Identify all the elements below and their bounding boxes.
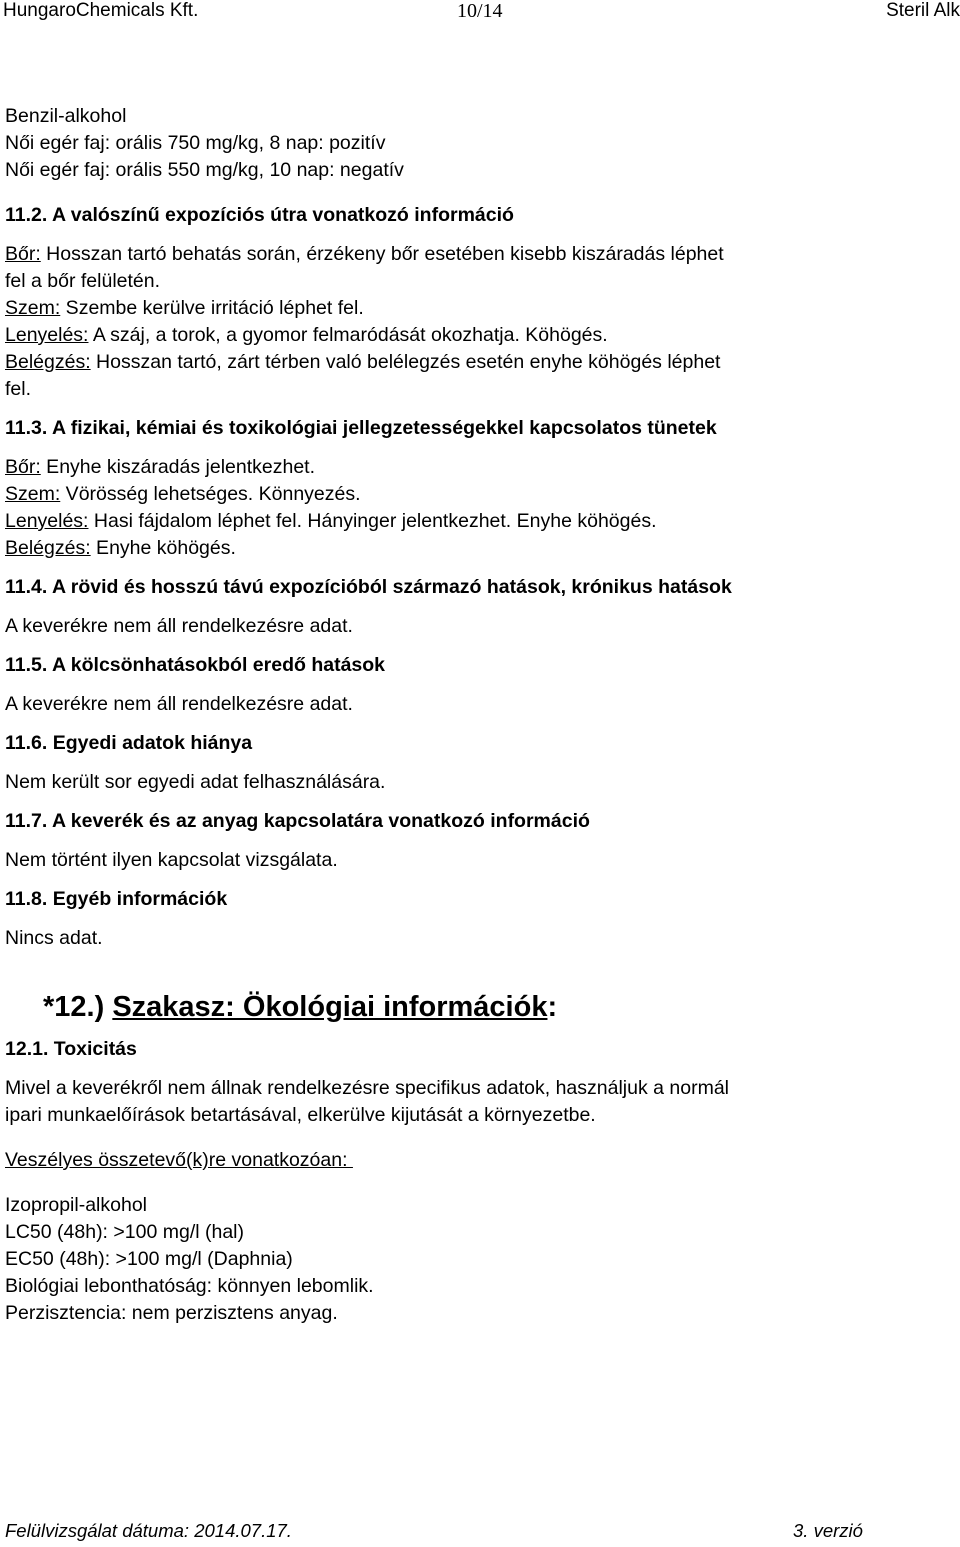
page-header bbox=[0, 0, 960, 24]
product-name: Steril Alk bbox=[886, 0, 960, 21]
route-text: Hasi fájdalom léphet fel. Hányinger jelentkezhet. Enyhe köhögés. bbox=[88, 510, 657, 532]
section-text: A keverékre nem áll rendelkezésre adat. bbox=[5, 615, 353, 637]
route-text: Vörösség lehetséges. Könnyezés. bbox=[60, 483, 361, 505]
route-text: Enyhe köhögés. bbox=[90, 537, 236, 559]
section-11-5 bbox=[5, 652, 958, 718]
route-text: Hosszan tartó, zárt térben való belélegzés esetén enyhe köhögés léphet bbox=[90, 351, 721, 373]
route-label-ingestion: Lenyelés: bbox=[5, 324, 89, 346]
tox-value: Biológiai lebonthatóság: könnyen lebomlik. bbox=[5, 1275, 374, 1297]
paragraph-line: Mivel a keverékről nem állnak rendelkezésre specifikus adatok, használjuk a normál bbox=[5, 1077, 730, 1099]
substance-name: Izopropil-alkohol bbox=[5, 1194, 147, 1216]
route-label-inhalation: Belégzés: bbox=[5, 351, 91, 373]
section-12 bbox=[5, 990, 958, 1327]
route-label-eye: Szem: bbox=[5, 297, 61, 319]
route-text: A száj, a torok, a gyomor felmaródását okozhatja. Köhögés. bbox=[88, 324, 608, 346]
section-11-8 bbox=[5, 886, 958, 952]
section-text: Nincs adat. bbox=[5, 927, 103, 949]
route-text: Enyhe kiszáradás jelentkezhet. bbox=[40, 456, 316, 478]
page-footer bbox=[0, 1520, 960, 1544]
review-date: Felülvizsgálat dátuma: 2014.07.17. bbox=[5, 1520, 292, 1541]
section-text: A keverékre nem áll rendelkezésre adat. bbox=[5, 693, 353, 715]
section-11-4 bbox=[5, 574, 958, 640]
section-heading: 11.7. A keverék és az anyag kapcsolatára vonatkozó információ bbox=[5, 810, 590, 832]
section-11-3 bbox=[5, 415, 958, 562]
substance-name: Benzil-alkohol bbox=[5, 105, 127, 127]
subsection-heading: 12.1. Toxicitás bbox=[5, 1038, 137, 1060]
route-label-skin: Bőr: bbox=[5, 456, 41, 478]
route-text: fel a bőr felületén. bbox=[5, 270, 161, 292]
tox-value: EC50 (48h): >100 mg/l (Daphnia) bbox=[5, 1248, 293, 1270]
section-11-2 bbox=[5, 202, 958, 403]
tox-value: Perzisztencia: nem perzisztens anyag. bbox=[5, 1302, 338, 1324]
section-text: Nem történt ilyen kapcsolat vizsgálata. bbox=[5, 849, 338, 871]
page-number: 10/14 bbox=[457, 0, 503, 22]
section-heading: 11.2. A valószínű expozíciós útra vonatkozó információ bbox=[5, 204, 514, 226]
title-colon: : bbox=[547, 991, 558, 1023]
section-heading: 11.5. A kölcsönhatásokból eredő hatások bbox=[5, 654, 386, 676]
section-heading: 11.4. A rövid és hosszú távú expozícióból származó hatások, krónikus hatások bbox=[5, 576, 732, 598]
tox-line: Női egér faj: orális 750 mg/kg, 8 nap: pozitív bbox=[5, 132, 386, 154]
route-text: Szembe kerülve irritáció léphet fel. bbox=[60, 297, 364, 319]
hazard-heading: Veszélyes összetevő(k)re vonatkozóan: bbox=[5, 1149, 353, 1171]
company-name: HungaroChemicals Kft. bbox=[3, 0, 199, 21]
paragraph-line: ipari munkaelőírások betartásával, elkerülve kijutását a környezetbe. bbox=[5, 1104, 596, 1126]
route-text: Hosszan tartó behatás során, érzékeny bőr esetében kisebb kiszáradás léphet bbox=[40, 243, 724, 265]
section-heading: 11.8. Egyéb információk bbox=[5, 888, 228, 910]
tox-value: LC50 (48h): >100 mg/l (hal) bbox=[5, 1221, 244, 1243]
section-text: Nem került sor egyedi adat felhasználására. bbox=[5, 771, 386, 793]
route-label-ingestion: Lenyelés: bbox=[5, 510, 89, 532]
section-12-title bbox=[43, 990, 958, 1024]
section-number: *12.) bbox=[43, 991, 113, 1023]
document-body bbox=[5, 103, 958, 1327]
section-title-text: Szakasz: Ökológiai információk bbox=[112, 991, 548, 1023]
route-text: fel. bbox=[5, 378, 32, 400]
route-label-skin: Bőr: bbox=[5, 243, 41, 265]
route-label-eye: Szem: bbox=[5, 483, 61, 505]
benzyl-alcohol-block bbox=[5, 103, 958, 184]
version-label: 3. verzió bbox=[793, 1520, 863, 1541]
section-heading: 11.3. A fizikai, kémiai és toxikológiai jellegzetességekkel kapcsolatos tünetek bbox=[5, 417, 717, 439]
section-11-6 bbox=[5, 730, 958, 796]
tox-line: Női egér faj: orális 550 mg/kg, 10 nap: negatív bbox=[5, 159, 404, 181]
section-11-7 bbox=[5, 808, 958, 874]
section-heading: 11.6. Egyedi adatok hiánya bbox=[5, 732, 253, 754]
route-label-inhalation: Belégzés: bbox=[5, 537, 91, 559]
